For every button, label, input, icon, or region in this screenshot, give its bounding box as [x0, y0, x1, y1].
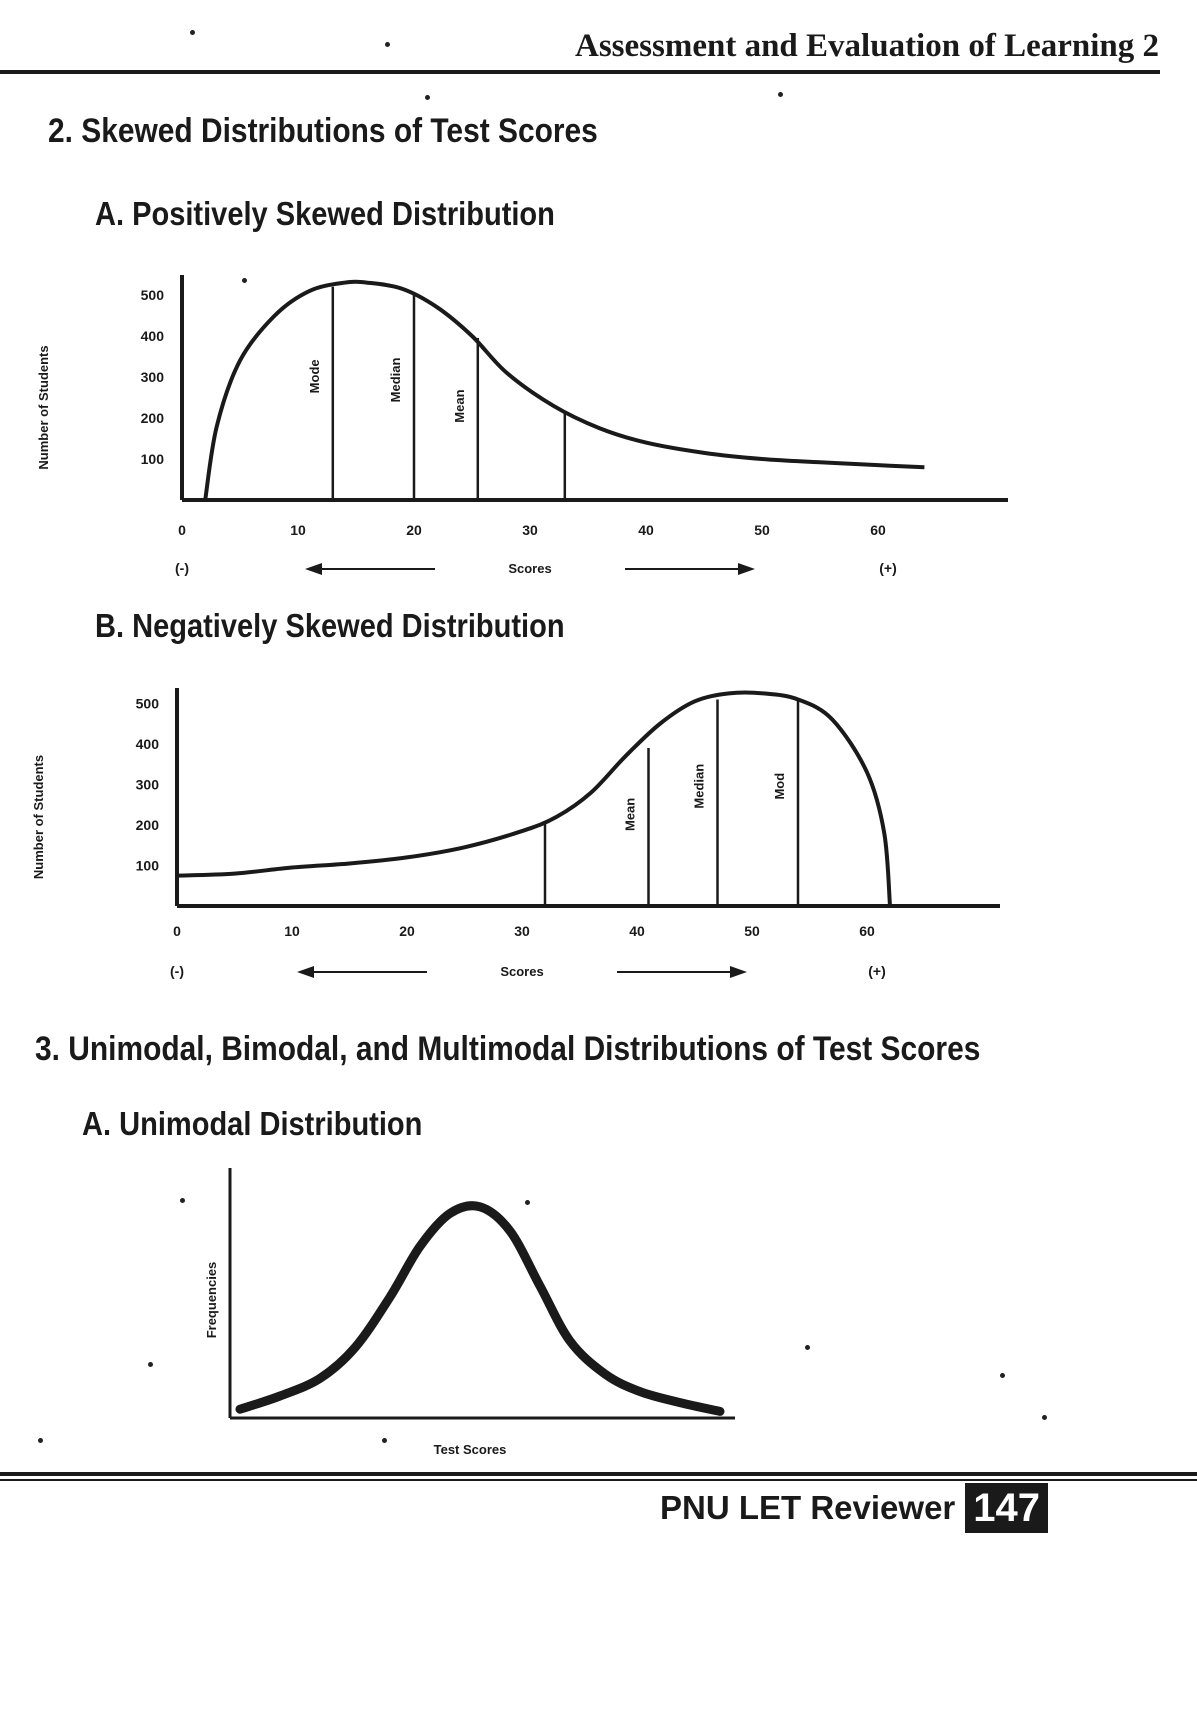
x-tick-label: 0 — [178, 522, 186, 538]
footer-brand: PNU LET Reviewer — [660, 1489, 956, 1526]
scan-speck — [1042, 1415, 1047, 1420]
y-tick-label: 300 — [135, 776, 159, 793]
y-tick-label: 100 — [140, 451, 164, 467]
scan-speck — [525, 1200, 530, 1205]
scan-speck — [805, 1345, 810, 1350]
x-tick-label: 50 — [744, 923, 760, 939]
y-axis-title: Frequencies — [204, 1261, 219, 1339]
x-tick-label: 30 — [522, 522, 538, 538]
section3-heading: 3. Unimodal, Bimodal, and Multimodal Distributions of Test Scores — [35, 1030, 981, 1068]
scan-speck — [190, 30, 195, 35]
y-tick-label: 500 — [140, 287, 164, 303]
scan-speck — [425, 95, 430, 100]
page-number: 147 — [965, 1483, 1048, 1533]
negative-direction-label: (-) — [175, 560, 189, 576]
x-tick-label: 20 — [399, 923, 415, 939]
x-tick-label: 20 — [406, 522, 422, 538]
marker-label-median: Median — [691, 763, 707, 809]
left-arrow-head — [305, 563, 322, 575]
marker-label-median: Median — [388, 357, 403, 403]
x-axis-title: Test Scores — [433, 1442, 507, 1457]
positive-direction-label: (+) — [879, 560, 897, 576]
y-tick-label: 200 — [135, 817, 159, 833]
section2b-heading: B. Negatively Skewed Distribution — [95, 607, 565, 644]
scan-speck — [382, 1438, 387, 1443]
negatively-skewed-chart — [25, 680, 1025, 990]
scan-speck — [38, 1438, 43, 1443]
marker-label-mean: Mean — [451, 389, 467, 423]
x-axis-title: Scores — [508, 561, 552, 576]
running-header-title: Assessment and Evaluation of Learning 2 — [575, 28, 1159, 64]
footer-rule — [0, 1472, 1197, 1476]
x-tick-label: 10 — [290, 522, 306, 538]
scan-speck — [148, 1362, 153, 1367]
unimodal-chart — [190, 1160, 750, 1460]
x-tick-label: 0 — [173, 923, 181, 939]
footer — [660, 1483, 1048, 1533]
y-axis-title: Number of Students — [36, 345, 51, 470]
footer-rule-thin — [0, 1479, 1197, 1481]
y-tick-label: 400 — [140, 328, 164, 344]
y-axis-title: Number of Students — [31, 754, 46, 880]
x-tick-label: 30 — [514, 923, 530, 939]
right-arrow-head — [730, 966, 747, 978]
scan-speck — [180, 1198, 185, 1203]
positively-skewed-chart — [30, 265, 1030, 585]
section2a-heading: A. Positively Skewed Distribution — [95, 195, 555, 232]
scan-speck — [1000, 1373, 1005, 1378]
marker-label-mean: Mean — [622, 797, 638, 832]
x-tick-label: 40 — [638, 522, 654, 538]
x-tick-label: 50 — [754, 522, 770, 538]
right-arrow-head — [738, 563, 755, 575]
x-tick-label: 40 — [629, 923, 645, 939]
x-axis-title: Scores — [500, 964, 544, 979]
marker-label-mode: Mode — [306, 359, 322, 394]
y-tick-label: 400 — [135, 736, 159, 752]
scan-speck — [242, 278, 247, 283]
section2-heading: 2. Skewed Distributions of Test Scores — [48, 112, 598, 150]
left-arrow-head — [297, 966, 314, 978]
x-tick-label: 60 — [859, 923, 875, 939]
y-tick-label: 100 — [135, 857, 159, 874]
y-tick-label: 200 — [140, 410, 164, 426]
x-tick-label: 60 — [870, 522, 886, 538]
y-tick-label: 500 — [135, 695, 159, 712]
marker-label-mod: Mod — [772, 772, 787, 800]
scan-speck — [778, 92, 783, 97]
scan-speck — [385, 42, 390, 47]
positive-direction-label: (+) — [868, 963, 886, 979]
y-tick-label: 300 — [140, 369, 164, 385]
header-rule — [0, 70, 1160, 74]
section3a-heading: A. Unimodal Distribution — [82, 1105, 423, 1142]
distribution-curve — [240, 1206, 720, 1412]
negative-direction-label: (-) — [170, 963, 184, 979]
x-tick-label: 10 — [284, 923, 300, 939]
